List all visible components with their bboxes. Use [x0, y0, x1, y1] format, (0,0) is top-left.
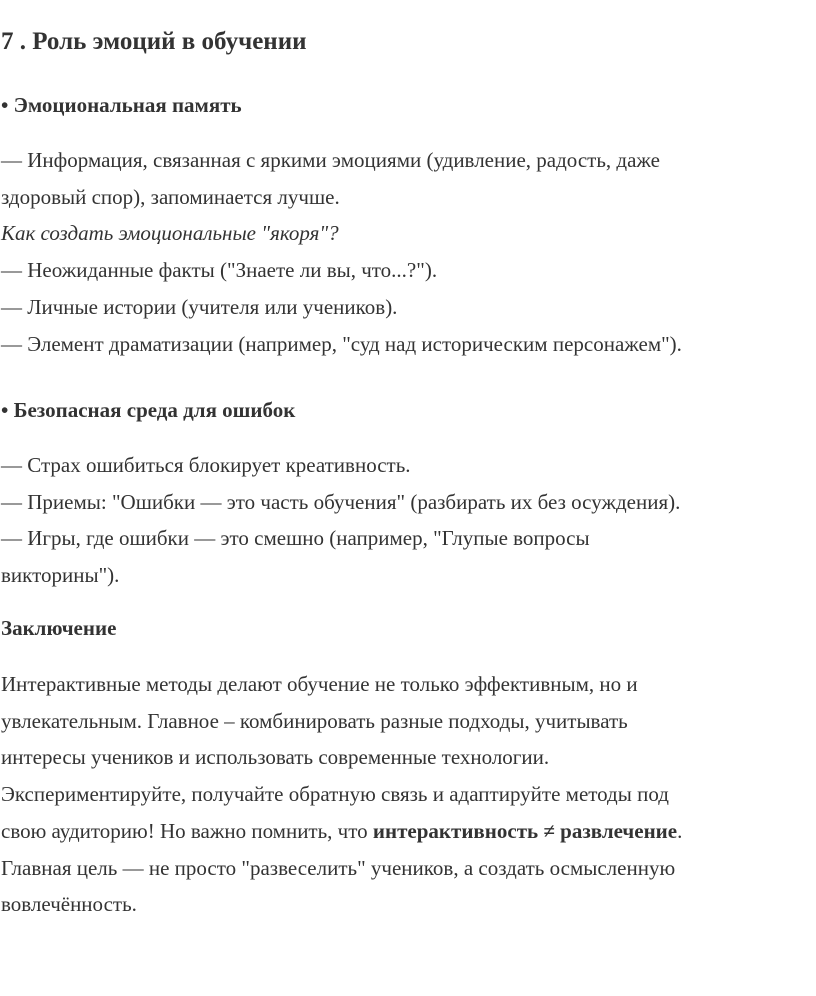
paragraph-line: здоровый спор), запоминается лучше. [1, 184, 340, 209]
conclusion-heading: Заключение [1, 616, 117, 640]
paragraph-line: интересы учеников и использовать современные технологии. [1, 745, 550, 770]
list-item: — Игры, где ошибки — это смешно (например, "Глупые вопросы [1, 526, 590, 551]
text-prefix: свою аудиторию! Но важно помнить, что [1, 818, 373, 843]
paragraph-line-with-emphasis [1, 813, 813, 850]
page-title: 7 . Роль эмоций в обучении [1, 28, 307, 55]
list-item: — Неожиданные факты ("Знаете ли вы, что...?"). [1, 258, 438, 283]
paragraph-line: увлекательным. Главное – комбинировать разные подходы, учитывать [1, 708, 628, 733]
italic-question: Как создать эмоциональные "якоря"? [1, 221, 339, 246]
section-heading-safe-environment: • Безопасная среда для ошибок [1, 398, 296, 422]
list-item: — Личные истории (учителя или учеников). [1, 294, 398, 319]
section-body-safe-environment [1, 447, 813, 594]
paragraph-line: вовлечённость. [1, 892, 137, 917]
paragraph-line: — Информация, связанная с яркими эмоциями (удивление, радость, даже [1, 148, 660, 172]
paragraph-line: Интерактивные методы делают обучение не только эффективным, но и [1, 672, 638, 696]
text-suffix: . [677, 818, 683, 843]
list-item: — Страх ошибиться блокирует креативность. [1, 453, 411, 477]
bold-emphasis: интерактивность ≠ развлечение [372, 818, 678, 843]
paragraph-line: викторины"). [1, 563, 120, 588]
section-heading-emotional-memory: • Эмоциональная память [1, 93, 242, 117]
section-body-emotional-memory [1, 142, 813, 362]
list-item: — Элемент драматизации (например, "суд над историческим персонажем"). [1, 331, 682, 356]
paragraph-line: Главная цель — не просто "развеселить" учеников, а создать осмысленную [1, 855, 676, 880]
list-item: — Приемы: "Ошибки — это часть обучения" (разбирать их без осуждения). [1, 489, 681, 514]
paragraph-line: Экспериментируйте, получайте обратную связь и адаптируйте методы под [1, 782, 669, 807]
conclusion-body [1, 666, 813, 923]
